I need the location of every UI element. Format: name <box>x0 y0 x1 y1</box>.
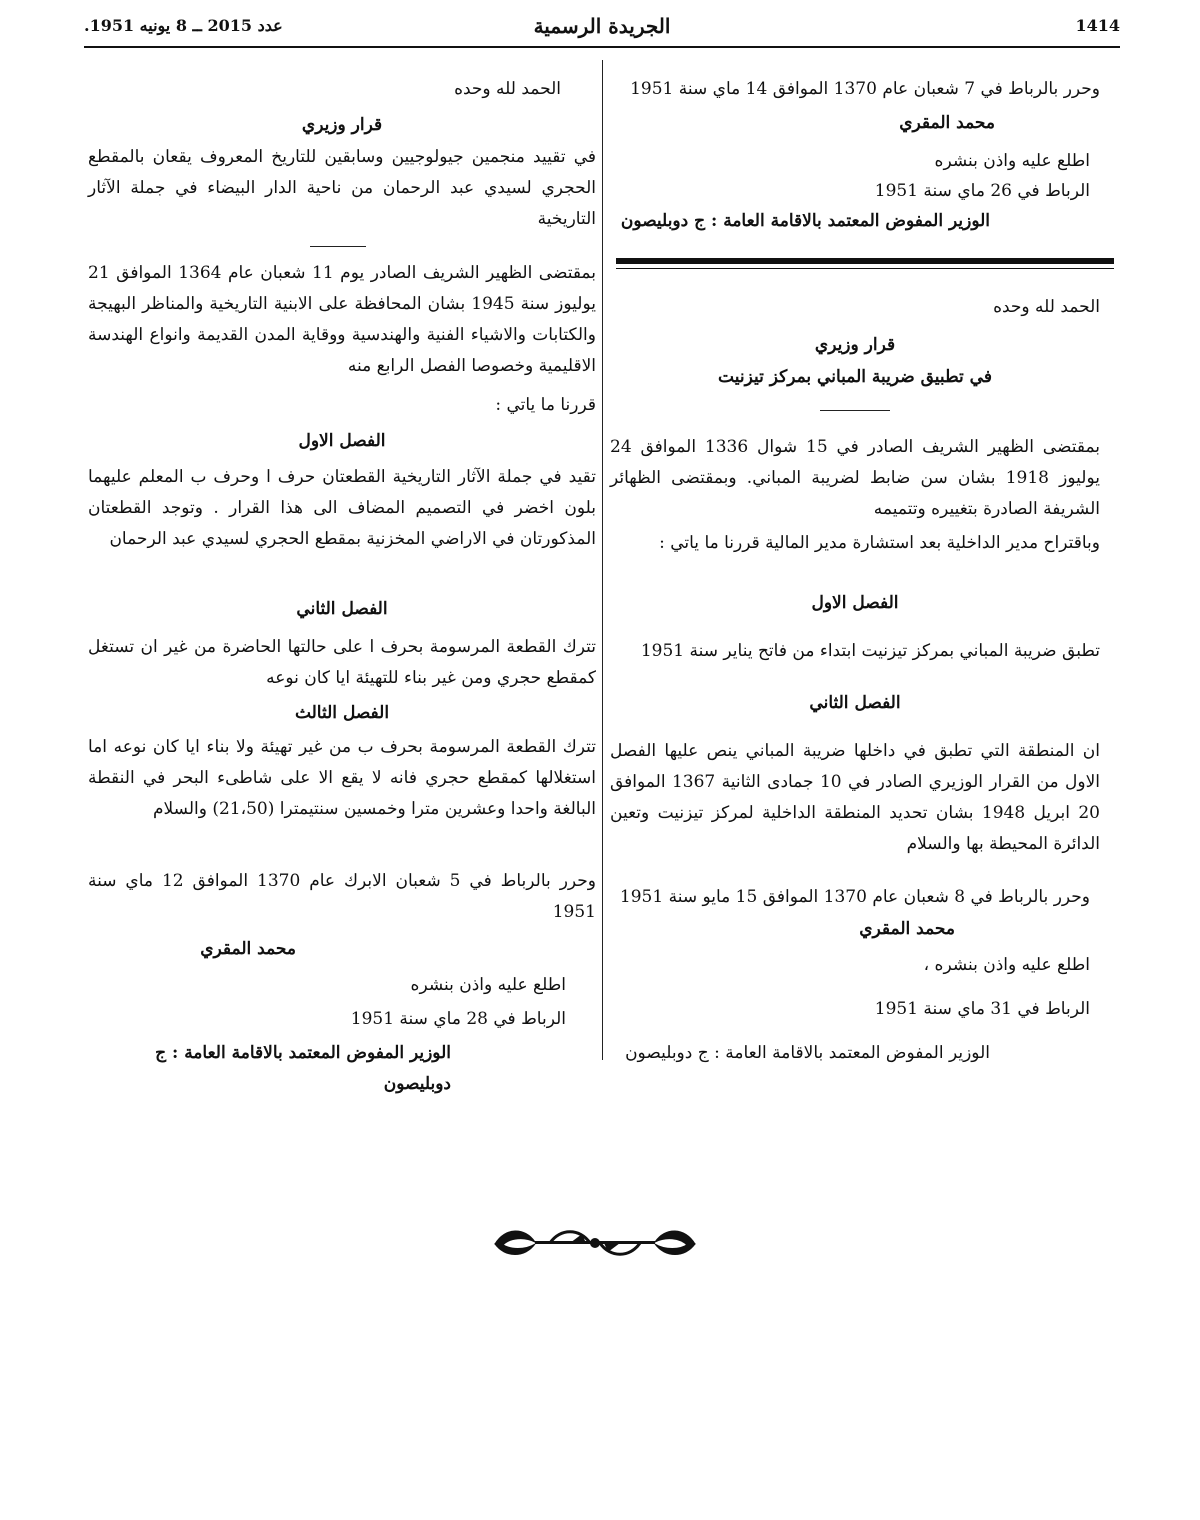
left-praise: الحمد لله وحده <box>454 79 561 99</box>
left-signatory: محمد المقري <box>200 939 296 959</box>
doc2-ch1-text: تطبق ضريبة المباني بمركز تيزنيت ابتداء من فاتح يناير سنة 1951 <box>640 641 1100 661</box>
left-ch1-title: الفصل الاول <box>298 431 386 451</box>
doc2-signed-place-date: وحرر بالرباط في 8 شعبان عام 1370 الموافق 15 مايو سنة 1951 <box>619 887 1090 907</box>
doc2-subject-rule <box>820 410 890 411</box>
doc2-approval-date: الرباط في 31 ماي سنة 1951 <box>874 999 1090 1019</box>
left-ch2-text: تترك القطعة المرسومة بحرف ا على حالتها الحاضرة من غير ان تستغل كمقطع حجري ومن غير بناء للتهيئة ايا كان نوعه <box>88 637 596 688</box>
left-resident: الوزير المفوض المعتمد بالاقامة العامة : ج دوبليصون <box>155 1043 451 1094</box>
doc2-ch1-title: الفصل الاول <box>811 593 899 613</box>
doc2-resident: الوزير المفوض المعتمد بالاقامة العامة : ج دوبليصون <box>625 1043 990 1063</box>
doc1-resident: الوزير المفوض المعتمد بالاقامة العامة : ج دوبليصون <box>620 211 990 231</box>
doc1-signed-place-date: وحرر بالرباط في 7 شعبان عام 1370 الموافق 14 ماي سنة 1951 <box>630 79 1100 99</box>
doc1-approval-date: الرباط في 26 ماي سنة 1951 <box>874 181 1090 201</box>
doc2-preamble: بمقتضى الظهير الشريف الصادر في 15 شوال 1336 الموافق 24 يوليوز 1918 بشان سن ضابط لضريبة المباني. وبمقتضى الظهائر الشريفة الصادرة بتغييره وتتميمه <box>610 437 1100 519</box>
left-ch3-text: تترك القطعة المرسومة بحرف ب من غير تهيئة ولا بناء ايا كان نوعه اما استغلالها كمقطع حجري فانه لا يقع الا على شاطىء البحر في النقطة البالغة واحدا وعشرين مترا وخمسين سنتيمترا (21،50) والسلام <box>88 737 596 819</box>
section-thin-divider <box>616 268 1114 269</box>
journal-title: الجريدة الرسمية <box>533 14 671 38</box>
doc2-signatory: محمد المقري <box>859 919 955 939</box>
left-approval-date: الرباط في 28 ماي سنة 1951 <box>350 1009 566 1029</box>
decorative-ornament <box>490 1222 700 1262</box>
page-number: 1414 <box>1075 16 1120 35</box>
left-ch2-title: الفصل الثاني <box>296 599 388 619</box>
header-divider <box>84 46 1120 48</box>
left-preamble: بمقتضى الظهير الشريف الصادر يوم 11 شعبان عام 1364 الموافق 21 يوليوز سنة 1945 بشان المحافظة على الابنية التاريخية والمناظر البهيجة والكتابات والاشياء الفنية والهندسية ووقاية المدن القديمة وانواع الهندسة الاقليمية وخصوصا الفصل الرابع منه <box>88 263 596 376</box>
doc2-decree-title: قرار وزيري <box>814 335 896 355</box>
page-header <box>84 14 1120 44</box>
left-approval: اطلع عليه واذن بنشره <box>410 975 566 995</box>
doc2-ch2-text: ان المنطقة التي تطبق في داخلها ضريبة المباني ينص عليها الفصل الاول من القرار الوزيري الصادر في 10 جمادى الثانية 1367 الموافق 20 ابريل 1948 بشان تحديد المنطقة الداخلية لمركز تيزنيت وتعين الدائرة المحيطة بها والسلام <box>610 741 1101 854</box>
left-signed-place-date: وحرر بالرباط في 5 شعبان الابرك عام 1370 الموافق 12 ماي سنة 1951 <box>88 871 596 922</box>
doc2-proposal: وباقتراح مدير الداخلية بعد استشارة مدير المالية قررنا ما ياتي : <box>659 533 1100 553</box>
left-subject-rule <box>310 246 366 247</box>
left-ch1-text: تقيد في جملة الآثار التاريخية القطعتان حرف ا وحرف ب المعلم عليهما بلون اخضر في التصميم المضاف الى هذا القرار . وتوجد القطعتان المذكورتان في الاراضي المخزنية بمقطع الحجري لسيدي عبد الرحمان <box>88 467 596 549</box>
doc1-signatory: محمد المقري <box>899 113 995 133</box>
left-ch3-title: الفصل الثالث <box>294 703 390 723</box>
left-decree-subject: في تقييد منجمين جيولوجيين وسابقين للتاريخ المعروف يقعان بالمقطع الحجري لسيدي عبد الرحمان من ناحية الدار البيضاء في جملة الآثار التاريخية <box>88 147 596 229</box>
section-thick-divider <box>616 258 1114 264</box>
left-decree-title: قرار وزيري <box>301 115 383 135</box>
doc2-approval: اطلع عليه واذن بنشره ، <box>923 955 1090 975</box>
doc2-ch2-title: الفصل الثاني <box>809 693 901 713</box>
doc2-praise: الحمد لله وحده <box>993 297 1100 317</box>
doc2-decree-subject: في تطبيق ضريبة المباني بمركز تيزنيت <box>718 367 992 387</box>
issue-info: عدد 2015 ــ 8 يونيه 1951. <box>84 16 283 35</box>
column-divider <box>602 60 603 1060</box>
doc1-approval: اطلع عليه واذن بنشره <box>934 151 1090 171</box>
left-resolved: قررنا ما ياتي : <box>495 395 596 415</box>
